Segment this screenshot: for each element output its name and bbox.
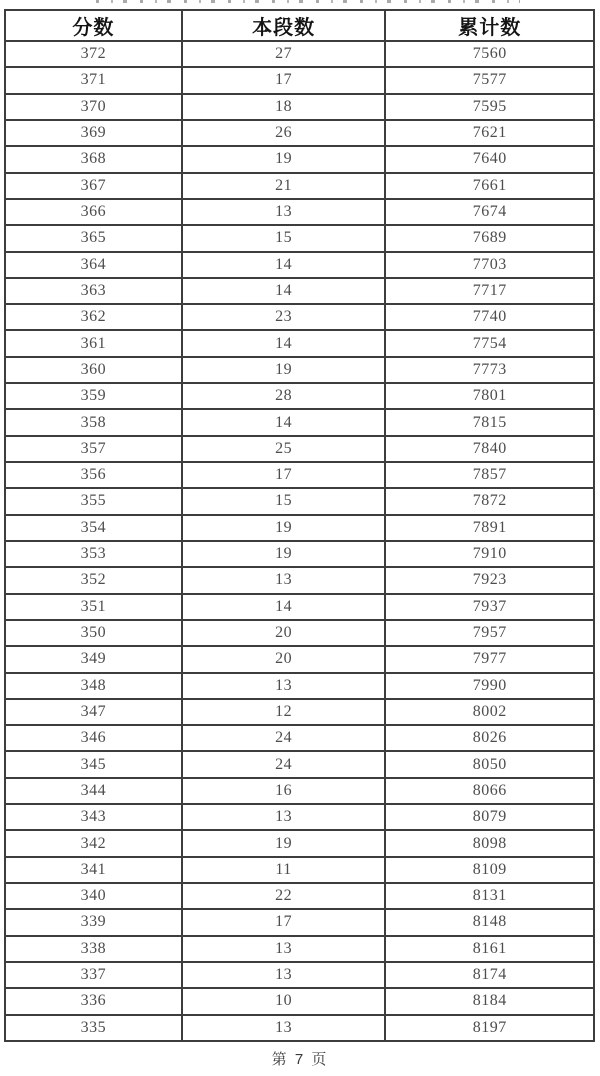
table-cell: 370 <box>5 94 182 120</box>
table-cell: 7990 <box>385 673 594 699</box>
table-cell: 20 <box>182 620 386 646</box>
table-cell: 13 <box>182 1015 386 1041</box>
table-cell: 365 <box>5 225 182 251</box>
table-cell: 8026 <box>385 725 594 751</box>
table-cell: 7703 <box>385 252 594 278</box>
table-cell: 13 <box>182 567 386 593</box>
table-cell: 7773 <box>385 357 594 383</box>
table-cell: 356 <box>5 462 182 488</box>
table-row <box>5 567 594 593</box>
table-cell: 352 <box>5 567 182 593</box>
table-cell: 24 <box>182 725 386 751</box>
table-row <box>5 146 594 172</box>
table-cell: 13 <box>182 199 386 225</box>
table-cell: 16 <box>182 778 386 804</box>
cropped-title-remnant <box>96 0 520 3</box>
table-row <box>5 383 594 409</box>
table-row <box>5 462 594 488</box>
table-cell: 8148 <box>385 909 594 935</box>
table-cell: 338 <box>5 936 182 962</box>
column-header-segment-count: 本段数 <box>182 10 386 41</box>
table-row <box>5 541 594 567</box>
table-cell: 371 <box>5 67 182 93</box>
table-row <box>5 120 594 146</box>
table-row <box>5 67 594 93</box>
table-row <box>5 830 594 856</box>
table-cell: 7937 <box>385 594 594 620</box>
table-cell: 7957 <box>385 620 594 646</box>
table-cell: 364 <box>5 252 182 278</box>
table-cell: 355 <box>5 488 182 514</box>
table-cell: 17 <box>182 67 386 93</box>
table-cell: 7801 <box>385 383 594 409</box>
table-cell: 350 <box>5 620 182 646</box>
table-cell: 366 <box>5 199 182 225</box>
table-row <box>5 883 594 909</box>
table-row <box>5 409 594 435</box>
table-cell: 342 <box>5 830 182 856</box>
table-cell: 362 <box>5 304 182 330</box>
table-cell: 8131 <box>385 883 594 909</box>
table-cell: 13 <box>182 804 386 830</box>
table-cell: 17 <box>182 909 386 935</box>
table-cell: 357 <box>5 436 182 462</box>
table-cell: 337 <box>5 962 182 988</box>
table-row <box>5 1015 594 1041</box>
table-row <box>5 673 594 699</box>
table-cell: 21 <box>182 173 386 199</box>
table-cell: 13 <box>182 673 386 699</box>
score-distribution-table <box>4 9 595 1042</box>
table-cell: 7689 <box>385 225 594 251</box>
table-cell: 8050 <box>385 751 594 777</box>
table-cell: 349 <box>5 646 182 672</box>
table-cell: 7560 <box>385 41 594 67</box>
table-cell: 7857 <box>385 462 594 488</box>
table-cell: 7717 <box>385 278 594 304</box>
table-row <box>5 751 594 777</box>
table-cell: 19 <box>182 146 386 172</box>
table-cell: 8066 <box>385 778 594 804</box>
table-cell: 17 <box>182 462 386 488</box>
table-cell: 361 <box>5 330 182 356</box>
table-cell: 8161 <box>385 936 594 962</box>
column-header-cumulative-count: 累计数 <box>385 10 594 41</box>
table-row <box>5 594 594 620</box>
table-row <box>5 857 594 883</box>
table-cell: 8184 <box>385 988 594 1014</box>
table-row <box>5 936 594 962</box>
table-cell: 7840 <box>385 436 594 462</box>
table-row <box>5 515 594 541</box>
table-cell: 15 <box>182 225 386 251</box>
table-cell: 7923 <box>385 567 594 593</box>
table-cell: 14 <box>182 330 386 356</box>
table-cell: 7872 <box>385 488 594 514</box>
table-cell: 335 <box>5 1015 182 1041</box>
table-cell: 369 <box>5 120 182 146</box>
table-cell: 7891 <box>385 515 594 541</box>
table-cell: 351 <box>5 594 182 620</box>
table-row <box>5 699 594 725</box>
table-row <box>5 225 594 251</box>
table-row <box>5 488 594 514</box>
table-cell: 7977 <box>385 646 594 672</box>
table-row <box>5 173 594 199</box>
table-row <box>5 330 594 356</box>
table-cell: 7910 <box>385 541 594 567</box>
table-cell: 7754 <box>385 330 594 356</box>
table-cell: 7621 <box>385 120 594 146</box>
table-cell: 7595 <box>385 94 594 120</box>
table-cell: 19 <box>182 357 386 383</box>
table-cell: 26 <box>182 120 386 146</box>
table-cell: 27 <box>182 41 386 67</box>
table-cell: 23 <box>182 304 386 330</box>
table-cell: 343 <box>5 804 182 830</box>
table-cell: 367 <box>5 173 182 199</box>
table-cell: 14 <box>182 594 386 620</box>
table-cell: 22 <box>182 883 386 909</box>
table-cell: 344 <box>5 778 182 804</box>
table-row <box>5 199 594 225</box>
table-cell: 7815 <box>385 409 594 435</box>
table-row <box>5 41 594 67</box>
table-cell: 28 <box>182 383 386 409</box>
table-row <box>5 909 594 935</box>
table-cell: 341 <box>5 857 182 883</box>
table-cell: 347 <box>5 699 182 725</box>
table-cell: 10 <box>182 988 386 1014</box>
table-row <box>5 725 594 751</box>
table-cell: 360 <box>5 357 182 383</box>
table-cell: 11 <box>182 857 386 883</box>
table-cell: 14 <box>182 278 386 304</box>
table-cell: 8174 <box>385 962 594 988</box>
table-cell: 25 <box>182 436 386 462</box>
table-cell: 363 <box>5 278 182 304</box>
table-cell: 24 <box>182 751 386 777</box>
table-cell: 7740 <box>385 304 594 330</box>
table-cell: 8098 <box>385 830 594 856</box>
table-row <box>5 304 594 330</box>
table-row <box>5 804 594 830</box>
table-cell: 19 <box>182 515 386 541</box>
table-cell: 372 <box>5 41 182 67</box>
table-row <box>5 988 594 1014</box>
table-cell: 12 <box>182 699 386 725</box>
table-row <box>5 620 594 646</box>
table-cell: 359 <box>5 383 182 409</box>
table-cell: 14 <box>182 409 386 435</box>
table-cell: 7661 <box>385 173 594 199</box>
table-header <box>5 10 594 41</box>
table-cell: 8079 <box>385 804 594 830</box>
table-cell: 14 <box>182 252 386 278</box>
table-cell: 340 <box>5 883 182 909</box>
column-header-score: 分数 <box>5 10 182 41</box>
table-row <box>5 252 594 278</box>
table-row <box>5 357 594 383</box>
table-cell: 7577 <box>385 67 594 93</box>
table-cell: 348 <box>5 673 182 699</box>
table-cell: 13 <box>182 936 386 962</box>
table-cell: 19 <box>182 541 386 567</box>
table-row <box>5 436 594 462</box>
table-cell: 346 <box>5 725 182 751</box>
table-row <box>5 646 594 672</box>
table-cell: 345 <box>5 751 182 777</box>
table-body <box>5 41 594 1041</box>
page-number-footer: 第 7 页 <box>271 1051 329 1068</box>
table-row <box>5 962 594 988</box>
table-cell: 339 <box>5 909 182 935</box>
table-cell: 368 <box>5 146 182 172</box>
table-row <box>5 278 594 304</box>
table-cell: 358 <box>5 409 182 435</box>
table-cell: 7674 <box>385 199 594 225</box>
table-row <box>5 94 594 120</box>
table-cell: 8109 <box>385 857 594 883</box>
table-cell: 336 <box>5 988 182 1014</box>
table-cell: 8197 <box>385 1015 594 1041</box>
table-row <box>5 778 594 804</box>
table-cell: 8002 <box>385 699 594 725</box>
table-cell: 20 <box>182 646 386 672</box>
table-cell: 19 <box>182 830 386 856</box>
table-cell: 15 <box>182 488 386 514</box>
table-cell: 13 <box>182 962 386 988</box>
table-cell: 18 <box>182 94 386 120</box>
table-cell: 7640 <box>385 146 594 172</box>
table-header-row <box>5 10 594 41</box>
table-cell: 353 <box>5 541 182 567</box>
table-cell: 354 <box>5 515 182 541</box>
